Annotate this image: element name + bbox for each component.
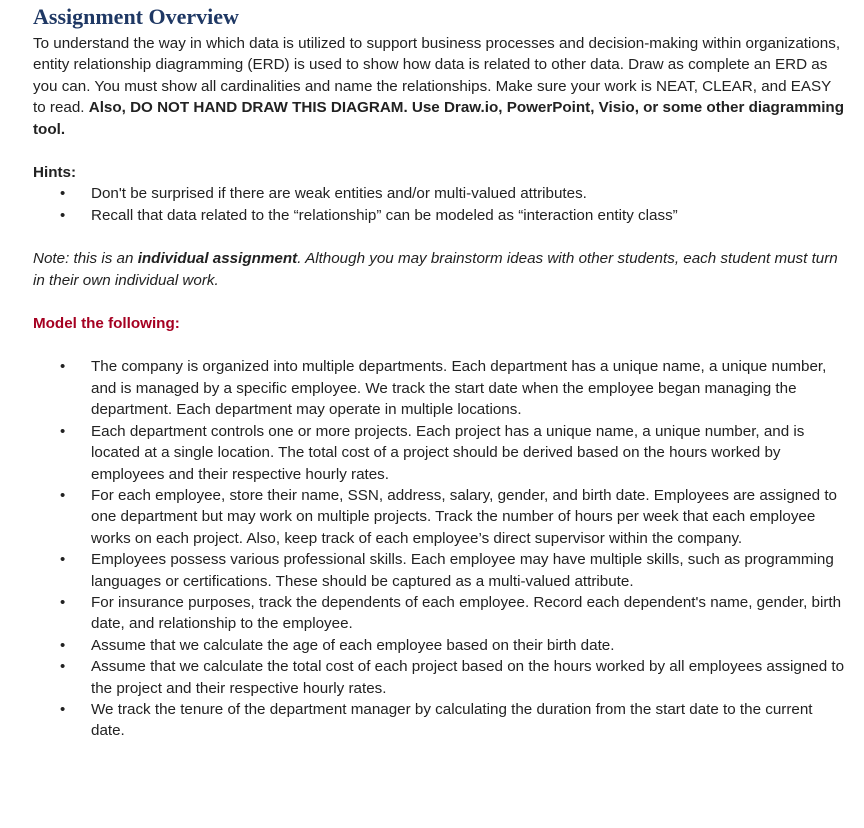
page-title: Assignment Overview (33, 4, 239, 29)
bullet-icon: • (60, 551, 66, 569)
bullet-icon: • (60, 422, 66, 440)
hints-label: Hints: (33, 164, 77, 182)
bullet-icon: • (60, 636, 66, 654)
model-list (33, 356, 845, 741)
list-item: • The company is organized into multiple departments. Each department has a unique name, a unique number, and is managed by a specific employee. We track the start date when the employee began managing the department. Each department may operate in multiple locations. (60, 358, 827, 419)
bullet-icon: • (60, 206, 66, 224)
bullet-icon: • (60, 658, 66, 676)
list-item: • Assume that we calculate the age of each employee based on their birth date. (33, 635, 845, 656)
note-bold: individual assignment (137, 250, 298, 268)
note-paragraph: Note: this is an individual assignment. Although you may brainstorm ideas with other students, each student must turn in their own individual work. (33, 250, 838, 289)
bullet-icon: • (60, 358, 66, 376)
bullet-icon: • (60, 700, 66, 718)
bullet-icon: • (60, 593, 66, 611)
document-page (33, 4, 845, 742)
list-item: • We track the tenure of the department manager by calculating the duration from the start date to the current date. (60, 700, 813, 740)
bullet-icon: • (60, 486, 66, 504)
list-item: • For insurance purposes, track the dependents of each employee. Record each dependent's name, gender, birth date, and relationship to the employee. (60, 593, 842, 633)
list-item: • Recall that data related to the “relationship” can be modeled as “interaction entity class” (33, 205, 845, 226)
list-item: • Employees possess various professional skills. Each employee may have multiple skills, such as programming languages or certifications. These should be captured as a multi-valued attribute. (60, 551, 834, 590)
list-item: • For each employee, store their name, SSN, address, salary, gender, and birth date. Employees are assigned to one department but may work on multiple projects. Track the number of hours per week that each employee works on each project. Also, keep track of each employee’s direct supervisor within the company. (60, 486, 837, 547)
intro-bold-text: Also, DO NOT HAND DRAW THIS DIAGRAM. Use Draw.io, PowerPoint, Visio, or some other diagramming tool. (33, 99, 844, 138)
list-item: • Don't be surprised if there are weak entities and/or multi-valued attributes. (33, 183, 845, 204)
list-item: • Assume that we calculate the total cost of each project based on the hours worked by all employees assigned to the project and their respective hourly rates. (60, 658, 845, 697)
intro-text: To understand the way in which data is utilized to support business processes and decision-making within organizations, entity relationship diagramming (ERD) is used to show how data is related to other data. Draw as complete an ERD as you can. You must show all cardinalities and name the relationships. Make sure your work is NEAT, CLEAR, and EASY to read. (33, 35, 841, 117)
model-heading: Model the following: (33, 315, 180, 333)
bullet-icon: • (60, 185, 66, 203)
intro-paragraph (33, 33, 845, 140)
list-item: • Each department controls one or more projects. Each project has a unique name, a unique number, and is located at a single location. The total cost of a project should be derived based on the hours worked by employees and their respective hourly rates. (60, 422, 805, 483)
hints-list (33, 183, 845, 226)
